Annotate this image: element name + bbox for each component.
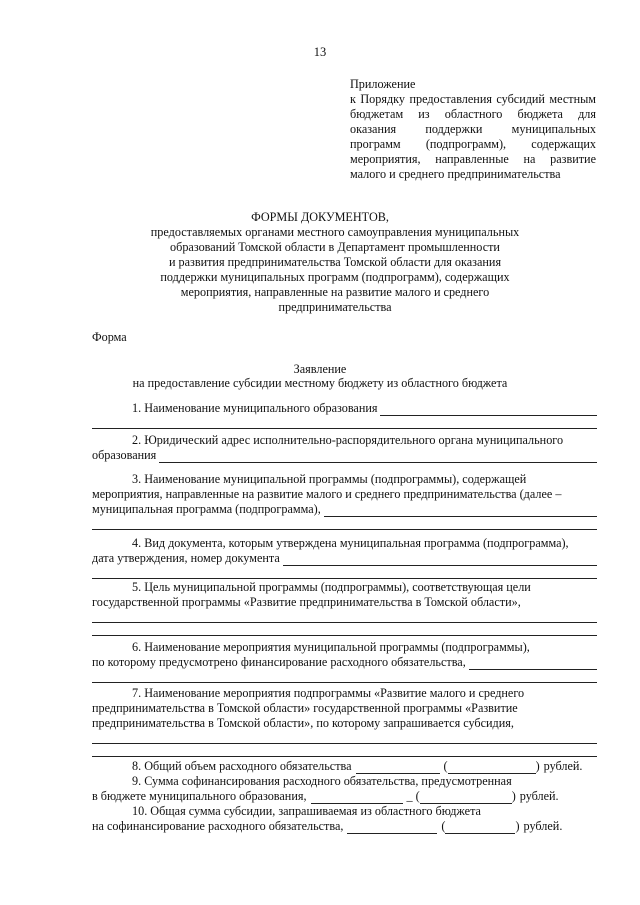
appendix-text: к Порядку предоставления субсидий местным бюджетам из областного бюджета для оказания поддержки муниципальных программ (подпрограмм), содержащих мероприятия, направленные на развитие малого и среднего предпринимательства (350, 92, 596, 181)
item-7 (92, 686, 597, 757)
item-8-amount-words-field[interactable] (448, 762, 536, 774)
item-1 (92, 401, 597, 429)
item-6-field-continuation[interactable] (92, 670, 597, 683)
item-8: 8. Общий объем расходного обязательства ( ) рублей. (132, 759, 583, 773)
item-5-label-cont: государственной программы «Развитие предпринимательства в Томской области», (92, 595, 521, 609)
item-4-label: 4. Вид документа, которым утверждена муниципальная программа (подпрограмма), (132, 536, 569, 550)
item-4 (92, 536, 597, 579)
item-5-field-continuation[interactable] (92, 623, 597, 636)
item-2 (92, 433, 597, 463)
item-3 (92, 472, 597, 530)
item-7-label: 7. Наименование мероприятия подпрограммы «Развитие малого и среднего (132, 686, 525, 700)
item-10: 10. Общая сумма субсидии, запрашиваемая из областного бюджета на софинансирование расходного обязательства, ( ) рублей. (92, 804, 563, 833)
forms-title: ФОРМЫ ДОКУМЕНТОВ, (251, 210, 389, 224)
forms-subtitle-line: образований Томской области в Департамент промышленности (170, 240, 500, 254)
item-4-label-cont: дата утверждения, номер документа (92, 551, 280, 565)
item-7-label-cont: предпринимательства в Томской области» государственной программы «Развитие (92, 701, 518, 715)
item-8-rubles: рублей. (543, 759, 583, 773)
item-10-amount-field[interactable] (347, 822, 437, 834)
item-3-field-continuation[interactable] (92, 517, 597, 530)
item-9-amount-words-field[interactable] (420, 792, 512, 804)
item-7-field-continuation[interactable] (92, 744, 597, 757)
item-10-rubles: рублей. (523, 819, 563, 833)
item-3-field[interactable] (324, 505, 597, 517)
item-2-field[interactable] (159, 451, 597, 463)
item-9-separator: _ ( (406, 789, 420, 803)
item-6-label-cont: по которому предусмотрено финансирование расходного обязательства, (92, 655, 466, 669)
item-7-label-cont: предпринимательства в Томской области», по которому запрашивается субсидия, (92, 716, 514, 730)
forms-subtitle-line: поддержки муниципальных программ (подпрограмм), содержащих (160, 270, 510, 284)
paren-close: ) (511, 789, 516, 803)
forms-subtitle-line: предоставляемых органами местного самоуправления муниципальных (150, 225, 520, 239)
statement-subtitle: на предоставление субсидии местному бюджету из областного бюджета (132, 376, 508, 390)
item-9-label: 9. Сумма софинансирования расходного обязательства, предусмотренная (132, 774, 512, 788)
item-4-field[interactable] (283, 554, 597, 566)
item-10-label-cont: на софинансирование расходного обязательства, (92, 819, 344, 833)
item-2-label: 2. Юридический адрес исполнительно-распорядительного органа муниципального (132, 433, 564, 447)
item-10-amount-words-field[interactable] (445, 822, 515, 834)
item-9-rubles: рублей. (519, 789, 559, 803)
item-3-label-cont: муниципальная программа (подпрограмма), (92, 502, 321, 516)
paren-close: ) (535, 759, 540, 773)
item-1-field[interactable] (380, 404, 597, 416)
item-6-field[interactable] (469, 658, 597, 670)
appendix-block (350, 77, 596, 182)
item-6-label: 6. Наименование мероприятия муниципальной программы (подпрограммы), (132, 640, 530, 654)
item-8-label: 8. Общий объем расходного обязательства (132, 759, 352, 773)
item-10-label: 10. Общая сумма субсидии, запрашиваемая из областного бюджета (132, 804, 481, 818)
item-9-label-cont: в бюджете муниципального образования, (92, 789, 307, 803)
item-8-amount-field[interactable] (356, 762, 440, 774)
page-number: 13 (313, 45, 327, 59)
item-9-amount-field[interactable] (311, 792, 403, 804)
item-5-field[interactable] (92, 610, 597, 623)
item-2-label-cont: образования (92, 448, 157, 462)
appendix-title: Приложение (350, 77, 416, 91)
statement-title: Заявление (293, 362, 347, 376)
item-9 (92, 774, 597, 804)
forms-subtitle-line: мероприятия, направленные на развитие малого и среднего (180, 285, 490, 299)
item-3-label-cont: мероприятия, направленные на развитие малого и среднего предпринимательства (далее – (92, 487, 562, 501)
forms-subtitle-line: предпринимательства (278, 300, 392, 314)
item-1-label: 1. Наименование муниципального образования (132, 401, 378, 415)
form-label: Форма (92, 330, 127, 344)
forms-subtitle (140, 225, 530, 315)
forms-subtitle-line: и развития предпринимательства Томской области для оказания (168, 255, 502, 269)
item-7-field[interactable] (92, 731, 597, 744)
item-5-label: 5. Цель муниципальной программы (подпрограммы), соответствующая цели (132, 580, 531, 594)
item-3-label: 3. Наименование муниципальной программы (подпрограммы), содержащей (132, 472, 527, 486)
item-5 (92, 580, 597, 636)
item-4-field-continuation[interactable] (92, 566, 597, 579)
item-1-field-continuation[interactable] (92, 416, 597, 429)
paren-close: ) (515, 819, 520, 833)
item-6 (92, 640, 597, 683)
